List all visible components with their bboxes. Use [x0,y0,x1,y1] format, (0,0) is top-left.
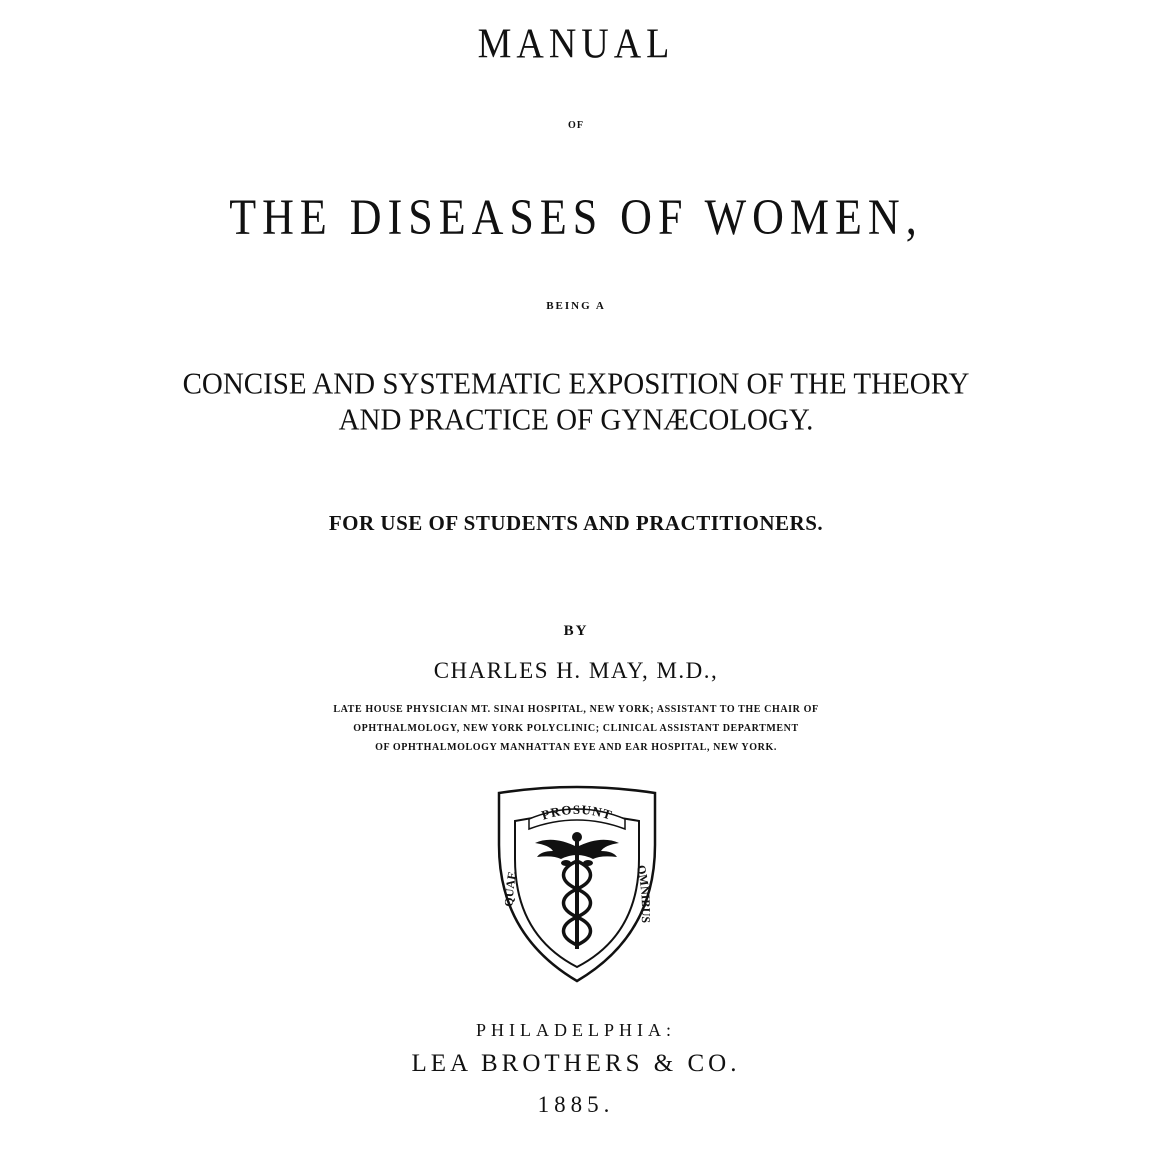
audience-line: FOR USE OF STUDENTS AND PRACTITIONERS. [328,511,824,535]
author-credentials [0,700,1152,757]
credentials-line: OF OPHTHALMOLOGY MANHATTAN EYE AND EAR HOSPITAL, NEW YORK. [375,742,777,753]
publisher-name: LEA BROTHERS & CO. [411,1050,741,1077]
by-line: BY [563,623,589,639]
publication-year: 1885. [537,1092,615,1117]
motto-top: PROSUNT [539,801,615,823]
description-line: AND PRACTICE OF GYNÆCOLOGY. [338,403,814,437]
description-line: CONCISE AND SYSTEMATIC EXPOSITION OF THE THEORY [182,367,970,401]
book-description [0,366,1152,437]
author-name: CHARLES H. MAY, M.D., [433,658,719,683]
caduceus-shield-icon [491,785,663,987]
book-title: MANUAL [477,20,675,68]
of-connector: OF [568,120,584,131]
book-subject: THE DISEASES OF WOMEN, [229,189,923,246]
credentials-line: LATE HOUSE PHYSICIAN MT. SINAI HOSPITAL, NEW YORK; ASSISTANT TO THE CHAIR OF [333,704,819,715]
motto-left: QUAE [501,870,520,907]
being-connector: BEING A [546,300,606,312]
motto-right: OMNIBUS [633,863,654,924]
publication-city: PHILADELPHIA: [476,1020,676,1040]
credentials-line: OPHTHALMOLOGY, NEW YORK POLYCLINIC; CLINICAL ASSISTANT DEPARTMENT [353,723,799,734]
